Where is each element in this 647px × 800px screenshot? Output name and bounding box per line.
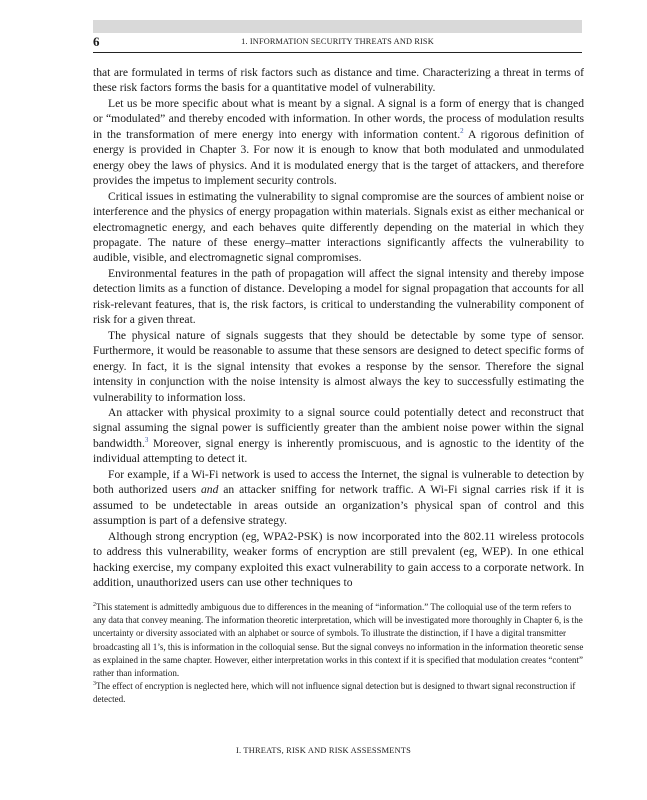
paragraph: The physical nature of signals suggests that they should be detectable by some type of sensor. Furthermore, it would be reasonable to assume that these sensors are designed to detect specific forms of energy. In fact, it is the signal intensity that evokes a response by the sensor. Therefore the signal intensity in conjunction with the noise intensity is almost always the key to successfully estimating the vulnerability to information loss.: [93, 328, 584, 404]
paragraph: that are formulated in terms of risk factors such as distance and time. Characterizing a threat in terms of these risk factors forms the basis for a quantitative model of vulnerability.: [93, 66, 584, 95]
body-text: [93, 65, 584, 590]
page-footer: I. THREATS, RISK AND RISK ASSESSMENTS: [235, 746, 411, 755]
running-title: 1. INFORMATION SECURITY THREATS AND RISK: [241, 37, 434, 46]
paragraph: Critical issues in estimating the vulnerability to signal compromise are the sources of ambient noise or interference and the physics of energy propagation within materials. Signals exist as either mechanical or electromagnetic energy, and each behaves quite differently depending on the material in which they propagate. The nature of these energy–matter interactions significantly affects the vulnerability to audible, visible, and electromagnetic signal compromises.: [93, 189, 584, 265]
footnote-ref[interactable]: 2: [460, 126, 464, 135]
paragraph: Let us be more specific about what is meant by a signal. A signal is a form of energy that is changed or “modulated” and thereby encoded with information. In other words, the process of modulation results in the transformation of mere energy into energy with information content.$^2$ A rigorous definition of energy is provided in Chapter 3. For now it is enough to know that both modulated and unmodulated energy obey the laws of physics. And it is modulated energy that is the target of attackers, and therefore provides the impetus to implement security controls.: [93, 96, 584, 188]
page-header: [93, 36, 582, 53]
page-number: 6: [93, 34, 100, 49]
footnote-ref[interactable]: 3: [144, 436, 149, 445]
paragraph: An attacker with physical proximity to a signal source could potentially detect and reconstruct that signal assuming the signal power is sufficiently greater than the ambient noise power within the signal bandwidth.$^3$ Moreover, signal energy is inherently promiscuous, and is agnostic to the identity of the individual attempting to detect it.: [93, 405, 584, 466]
footnote-2: $^2$This statement is admittedly ambiguous due to differences in the meaning of “information.” The colloquial use of the term refers to any data that convey meaning. The information theoretic interpretation, which will be investigated more thoroughly in Chapter 6, is the uncertainty or diversity associated with an alphabet or source of symbols. To illustrate the distinction, if I have a digital transmitter broadcasting all 1’s, this is information in the colloquial sense. But the signal conveys no information in the information theoretic sense as explained in the same chapter. However, either interpretation works in this context if it is specified that modulation creates “content” rather than information.: [93, 601, 584, 679]
header-rule-bar: [93, 20, 582, 33]
footnote-3: $^3$The effect of encryption is neglected here, which will not influence signal detection but is designed to thwart signal reconstruction if detected.: [93, 681, 576, 705]
paragraph: Although strong encryption (eg, WPA2-PSK) is now incorporated into the 802.11 wireless protocols to address this vulnerability, weaker forms of encryption are still prevalent (eg, WEP). In one ethical hacking exercise, my company exploited this exact vulnerability to gain access to a corporate network. In addition, unauthorized users can use other techniques to: [93, 529, 584, 589]
emphasis: and: [201, 483, 219, 497]
paragraph: For example, if a Wi-Fi network is used to access the Internet, the signal is vulnerable to detection by both authorized users and an attacker sniffing for network traffic. A Wi-Fi signal carries risk if it is assumed to be undetectable in areas outside an organization’s physical span of control and this assumption is part of a defensive strategy.: [93, 467, 585, 528]
footnotes: [93, 601, 584, 707]
paragraph: Environmental features in the path of propagation will affect the signal intensity and thereby impose detection limits as a function of distance. Developing a model for signal propagation that accounts for all risk-relevant features, that is, the risk factors, is critical to understanding the vulnerability component of risk for a given threat.: [93, 266, 584, 327]
